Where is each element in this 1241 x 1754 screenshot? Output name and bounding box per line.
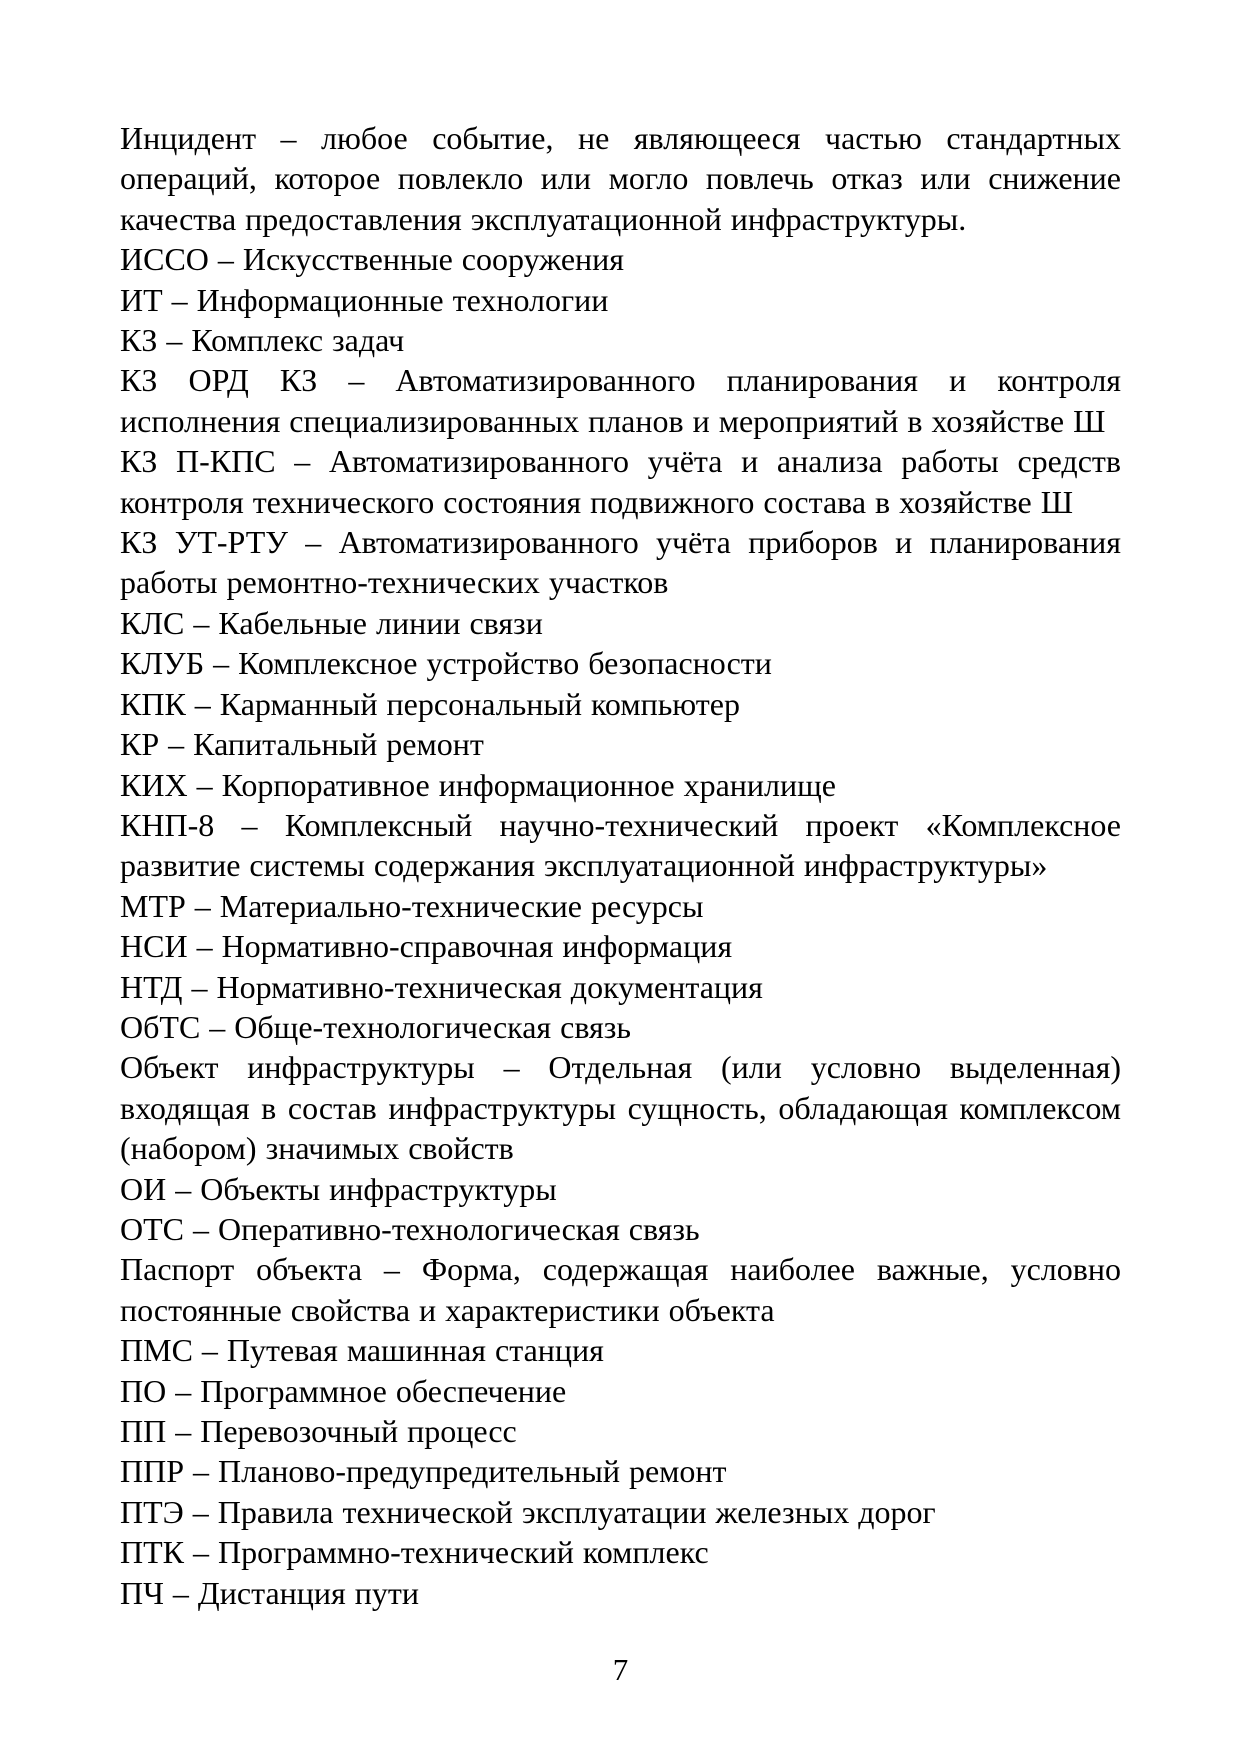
glossary-entry: КЛС – Кабельные линии связи [120, 604, 543, 641]
glossary-entry: КИХ – Корпоративное информационное хранилище [120, 766, 836, 803]
glossary-entry: ПТЭ – Правила технической эксплуатации железных дорог [120, 1493, 936, 1530]
glossary-entry: ИТ – Информационные технологии [120, 281, 609, 318]
glossary-entry: ПМС – Путевая машинная станция [120, 1332, 604, 1369]
glossary-entry: ИССО – Искусственные сооружения [120, 241, 624, 278]
glossary-entry: ОИ – Объекты инфраструктуры [120, 1170, 557, 1207]
glossary-entry: ППР – Планово-предупредительный ремонт [120, 1453, 727, 1490]
glossary-entry: ПП – Перевозочный процесс [120, 1413, 517, 1449]
glossary-entry: ПЧ – Дистанция пути [120, 1574, 419, 1611]
glossary-entry: КЗ УТ-РТУ – Автоматизированного учёта приборов и планирования работы ремонтно-технических участков [120, 524, 1121, 601]
page-number: 7 [612, 1652, 629, 1687]
glossary-entry: ПО – Программное обеспечение [120, 1372, 567, 1409]
glossary-entry: НСИ – Нормативно-справочная информация [120, 928, 733, 965]
glossary-entry: ОбТС – Обще-технологическая связь [120, 1008, 631, 1045]
glossary-entry: КЛУБ – Комплексное устройство безопасности [120, 645, 772, 682]
glossary-entry: КР – Капитальный ремонт [120, 726, 484, 763]
glossary-entry: КЗ ОРД КЗ – Автоматизированного планирования и контроля исполнения специализированных планов и мероприятий в хозяйстве Ш [120, 362, 1121, 439]
glossary-entry: ОТС – Оперативно-технологическая связь [120, 1210, 700, 1247]
glossary-entry: НТД – Нормативно-техническая документация [120, 968, 763, 1005]
glossary-entry: КНП-8 – Комплексный научно-технический проект «Комплексное развитие системы содержания эксплуатационной инфраструктуры» [120, 806, 1121, 884]
glossary-entry: МТР – Материально-технические ресурсы [120, 887, 704, 924]
glossary-entry: КПК – Карманный персональный компьютер [120, 685, 740, 722]
abbreviations-glossary [120, 118, 1121, 1613]
glossary-entry: КЗ П-КПС – Автоматизированного учёта и анализа работы средств контроля технического состояния подвижного состава в хозяйстве Ш [120, 443, 1121, 520]
glossary-entry: КЗ – Комплекс задач [120, 322, 405, 359]
glossary-entry: Объект инфраструктуры – Отдельная (или условно выделенная) входящая в состав инфраструктуры сущность, обладающая комплексом (набором) значимых свойств [120, 1049, 1121, 1167]
glossary-entry: ПТК – Программно-технический комплекс [120, 1534, 709, 1571]
glossary-entry: Инцидент – любое событие, не являющееся частью стандартных операций, которое повлекло или могло повлечь отказ или снижение качества предоставления эксплуатационной инфраструктуры. [120, 120, 1121, 237]
glossary-entry: Паспорт объекта – Форма, содержащая наиболее важные, условно постоянные свойства и характеристики объекта [120, 1251, 1121, 1328]
